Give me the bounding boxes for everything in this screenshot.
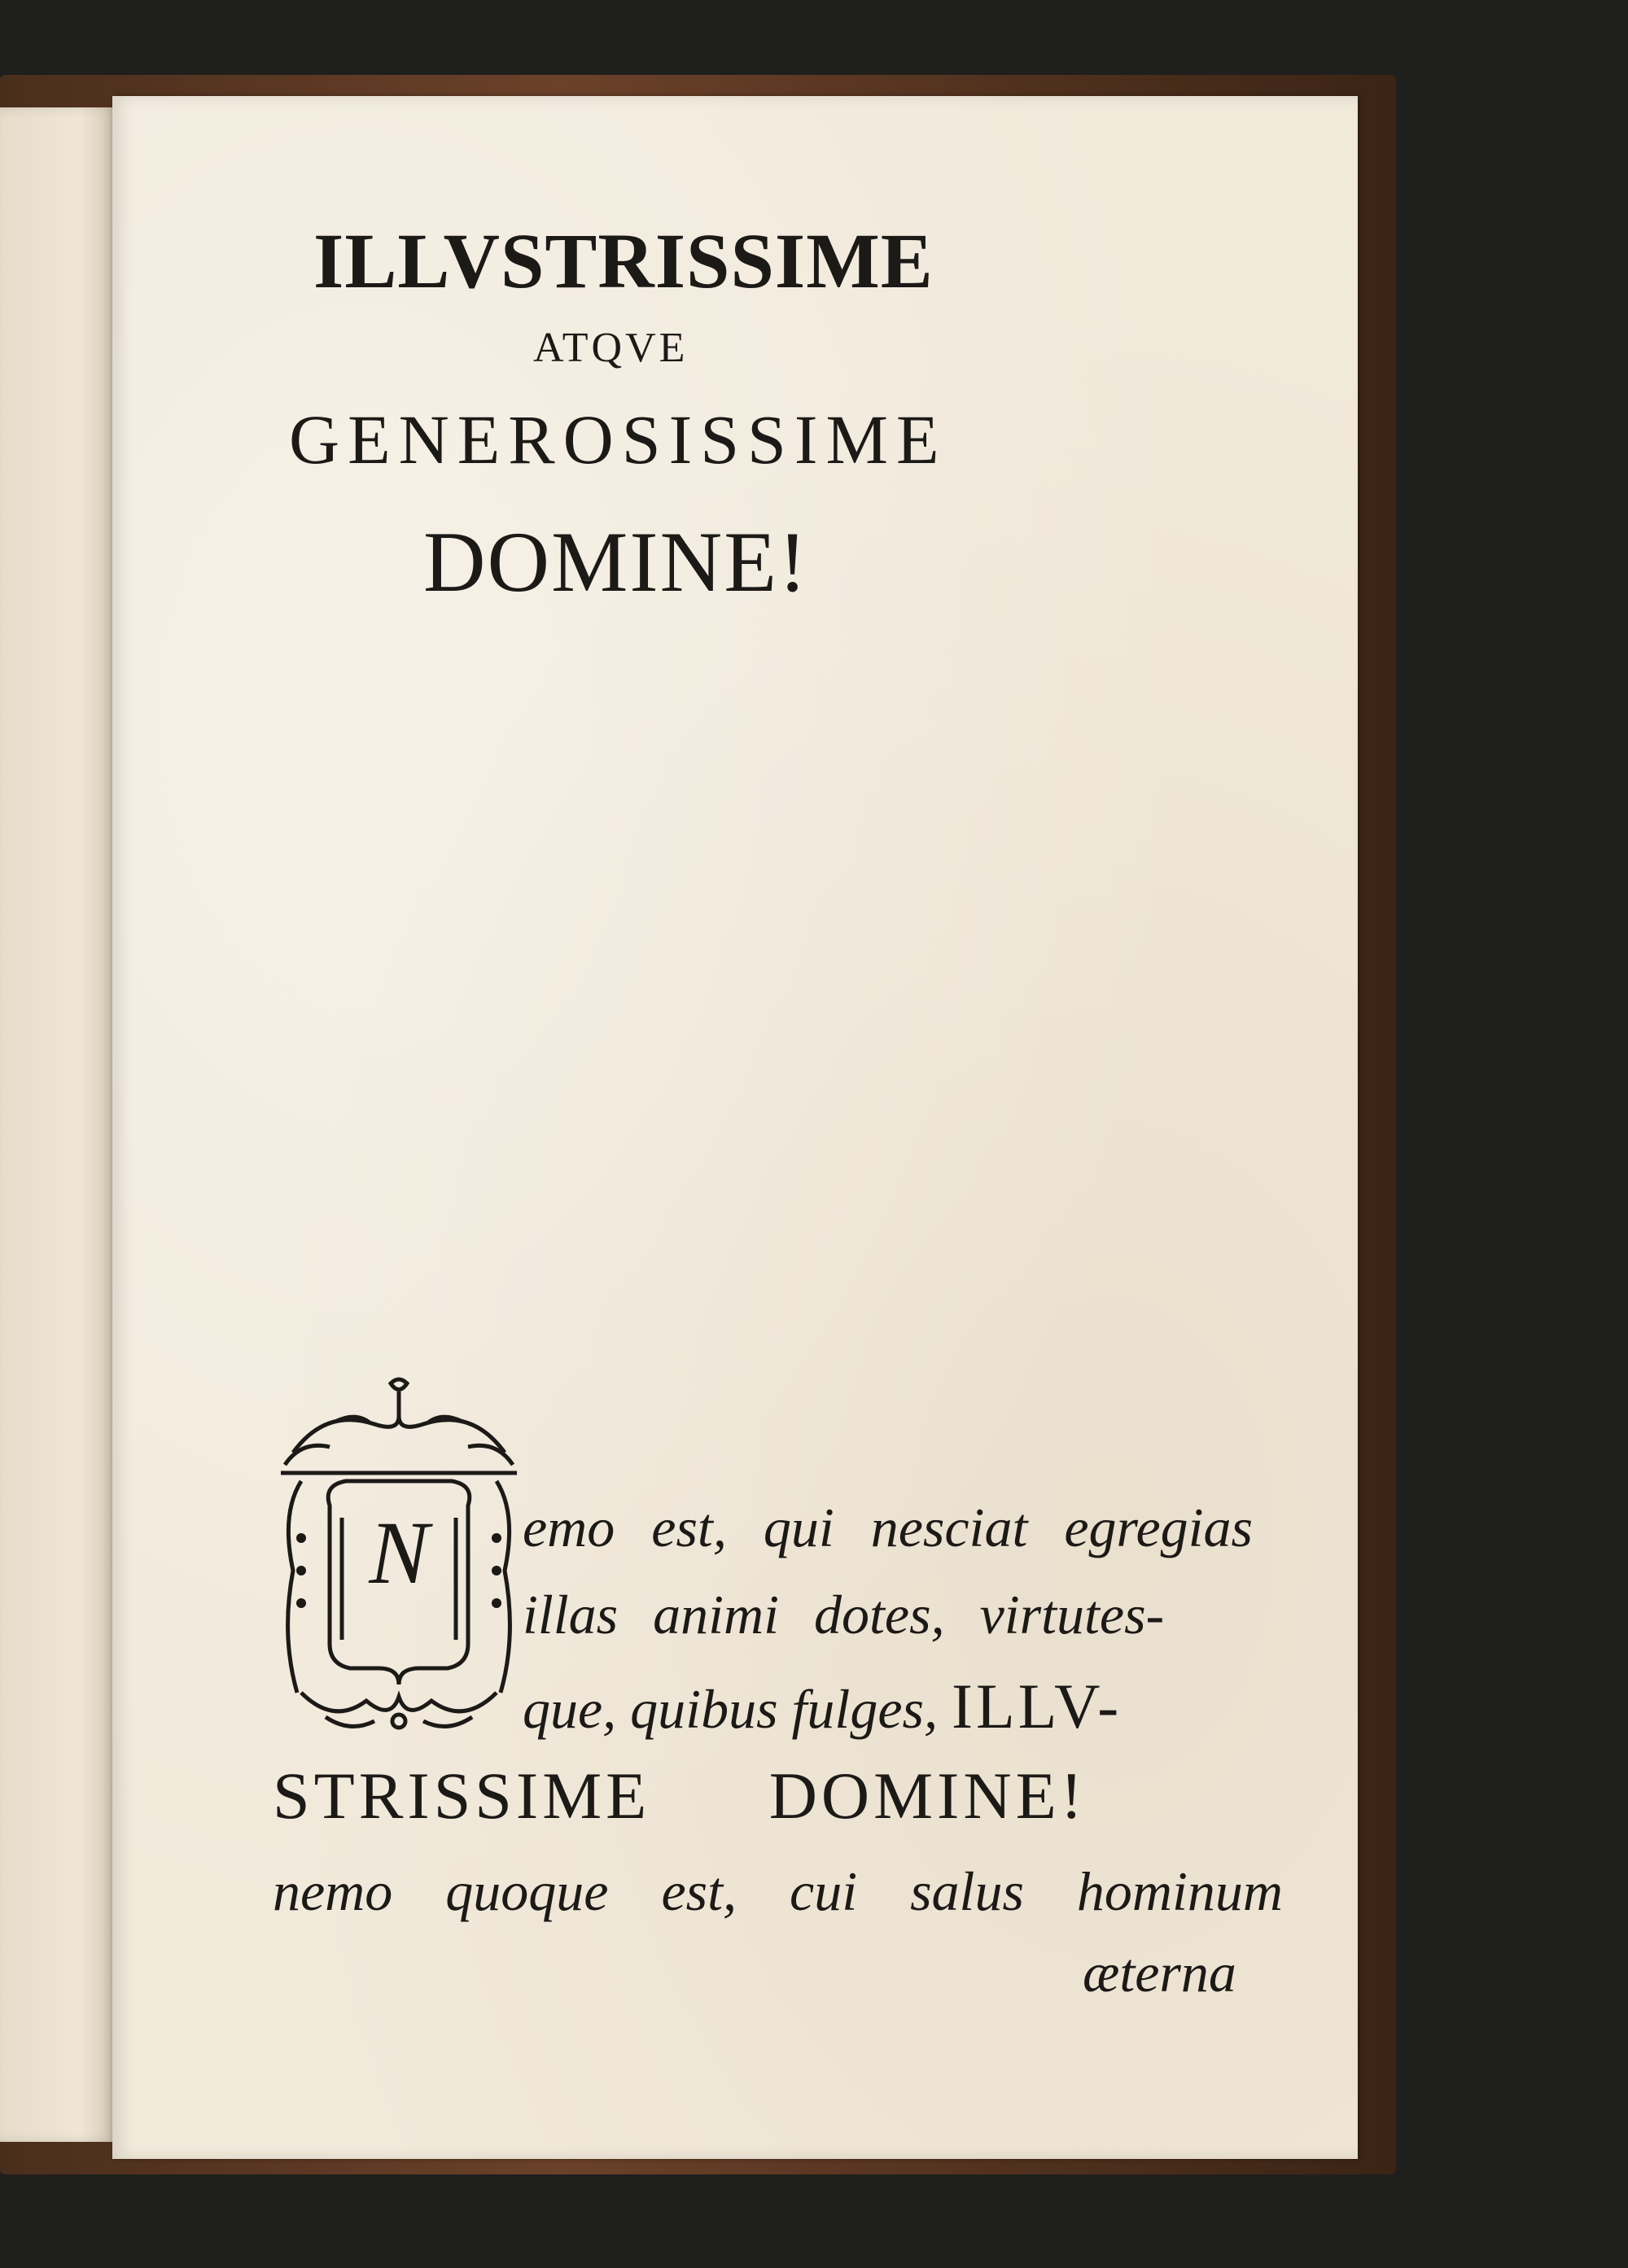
drop-cap-letter: N [369, 1503, 429, 1602]
heading-line-4: DOMINE! [423, 514, 809, 610]
ornamental-initial [269, 1375, 529, 1741]
body-line-3 [523, 1670, 1122, 1743]
body-line-3-italic: que, quibus fulges, [523, 1678, 952, 1740]
heading-line-1: ILLVSTRISSIME [313, 217, 934, 304]
heading-line-2: ATQVE [533, 325, 689, 371]
body-line-2: illas animi dotes, virtutes- [523, 1584, 1165, 1645]
body-line-1: emo est, qui nesciat egregias [523, 1497, 1253, 1558]
body-line-5: nemo quoque est, cui salus hominum [273, 1860, 1284, 1922]
catchword: æterna [1083, 1942, 1236, 2004]
body-line-4: STRISSIME DOMINE! [273, 1759, 1087, 1833]
heading-line-3: GENEROSISSIME [289, 400, 947, 479]
left-page-edge [0, 107, 114, 2142]
body-line-3-caps: ILLV- [951, 1671, 1123, 1741]
